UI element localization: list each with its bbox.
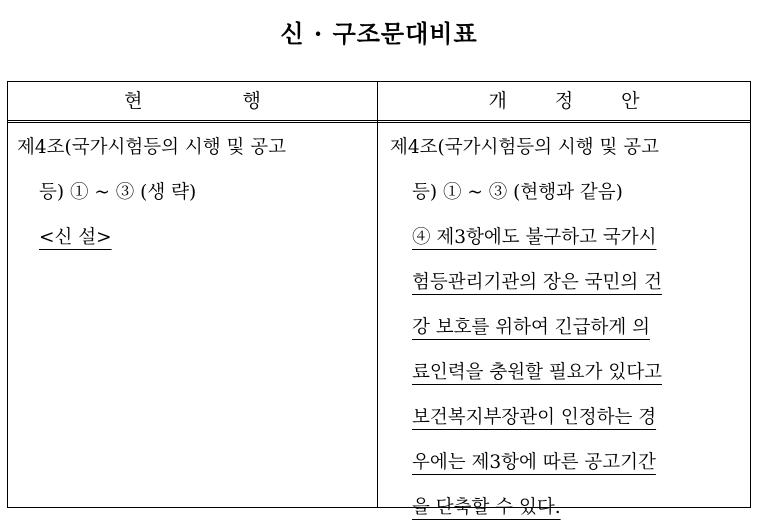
header-revised-char: 개: [488, 90, 507, 112]
revised-body-line: 우에는 제3항에 따른 공고기간: [412, 452, 656, 473]
comparison-table: [7, 81, 751, 518]
revised-body-line: ④ 제3항에도 불구하고 국가시: [412, 227, 657, 248]
column-divider: [377, 82, 378, 507]
header-divider: [8, 120, 750, 121]
header-revised: [378, 82, 750, 120]
current-line-3: [17, 215, 372, 260]
current-line-1: 제4조(국가시험등의 시행 및 공고: [17, 137, 286, 158]
header-revised-char: 안: [621, 90, 640, 112]
current-text: [17, 125, 372, 260]
revised-body-line: 보건복지부장관이 인정하는 경: [412, 407, 657, 428]
revised-body-line: 을 단축할 수 있다.: [412, 497, 561, 518]
header-divider-inner: [8, 122, 750, 123]
new-provision-label: <신 설>: [39, 227, 112, 248]
revised-body-line: 료인력을 충원할 필요가 있다고: [412, 362, 662, 383]
header-revised-char: 정: [554, 90, 574, 112]
revised-text: [390, 125, 745, 530]
revised-body-line: 험등관리기관의 장은 국민의 건: [412, 272, 662, 293]
revised-line-1: 제4조(국가시험등의 시행 및 공고: [390, 137, 659, 158]
current-line-2: 등) ① ~ ③ (생 략): [39, 182, 197, 203]
page-title: 신 · 구조문대비표: [280, 19, 478, 48]
header-current-char: 현: [124, 90, 143, 112]
header-current: [8, 82, 377, 120]
revised-line-2: 등) ① ~ ③ (현행과 같음): [412, 182, 623, 203]
revised-body-line: 강 보호를 위하여 긴급하게 의: [412, 317, 650, 338]
header-current-char: 행: [242, 90, 261, 112]
